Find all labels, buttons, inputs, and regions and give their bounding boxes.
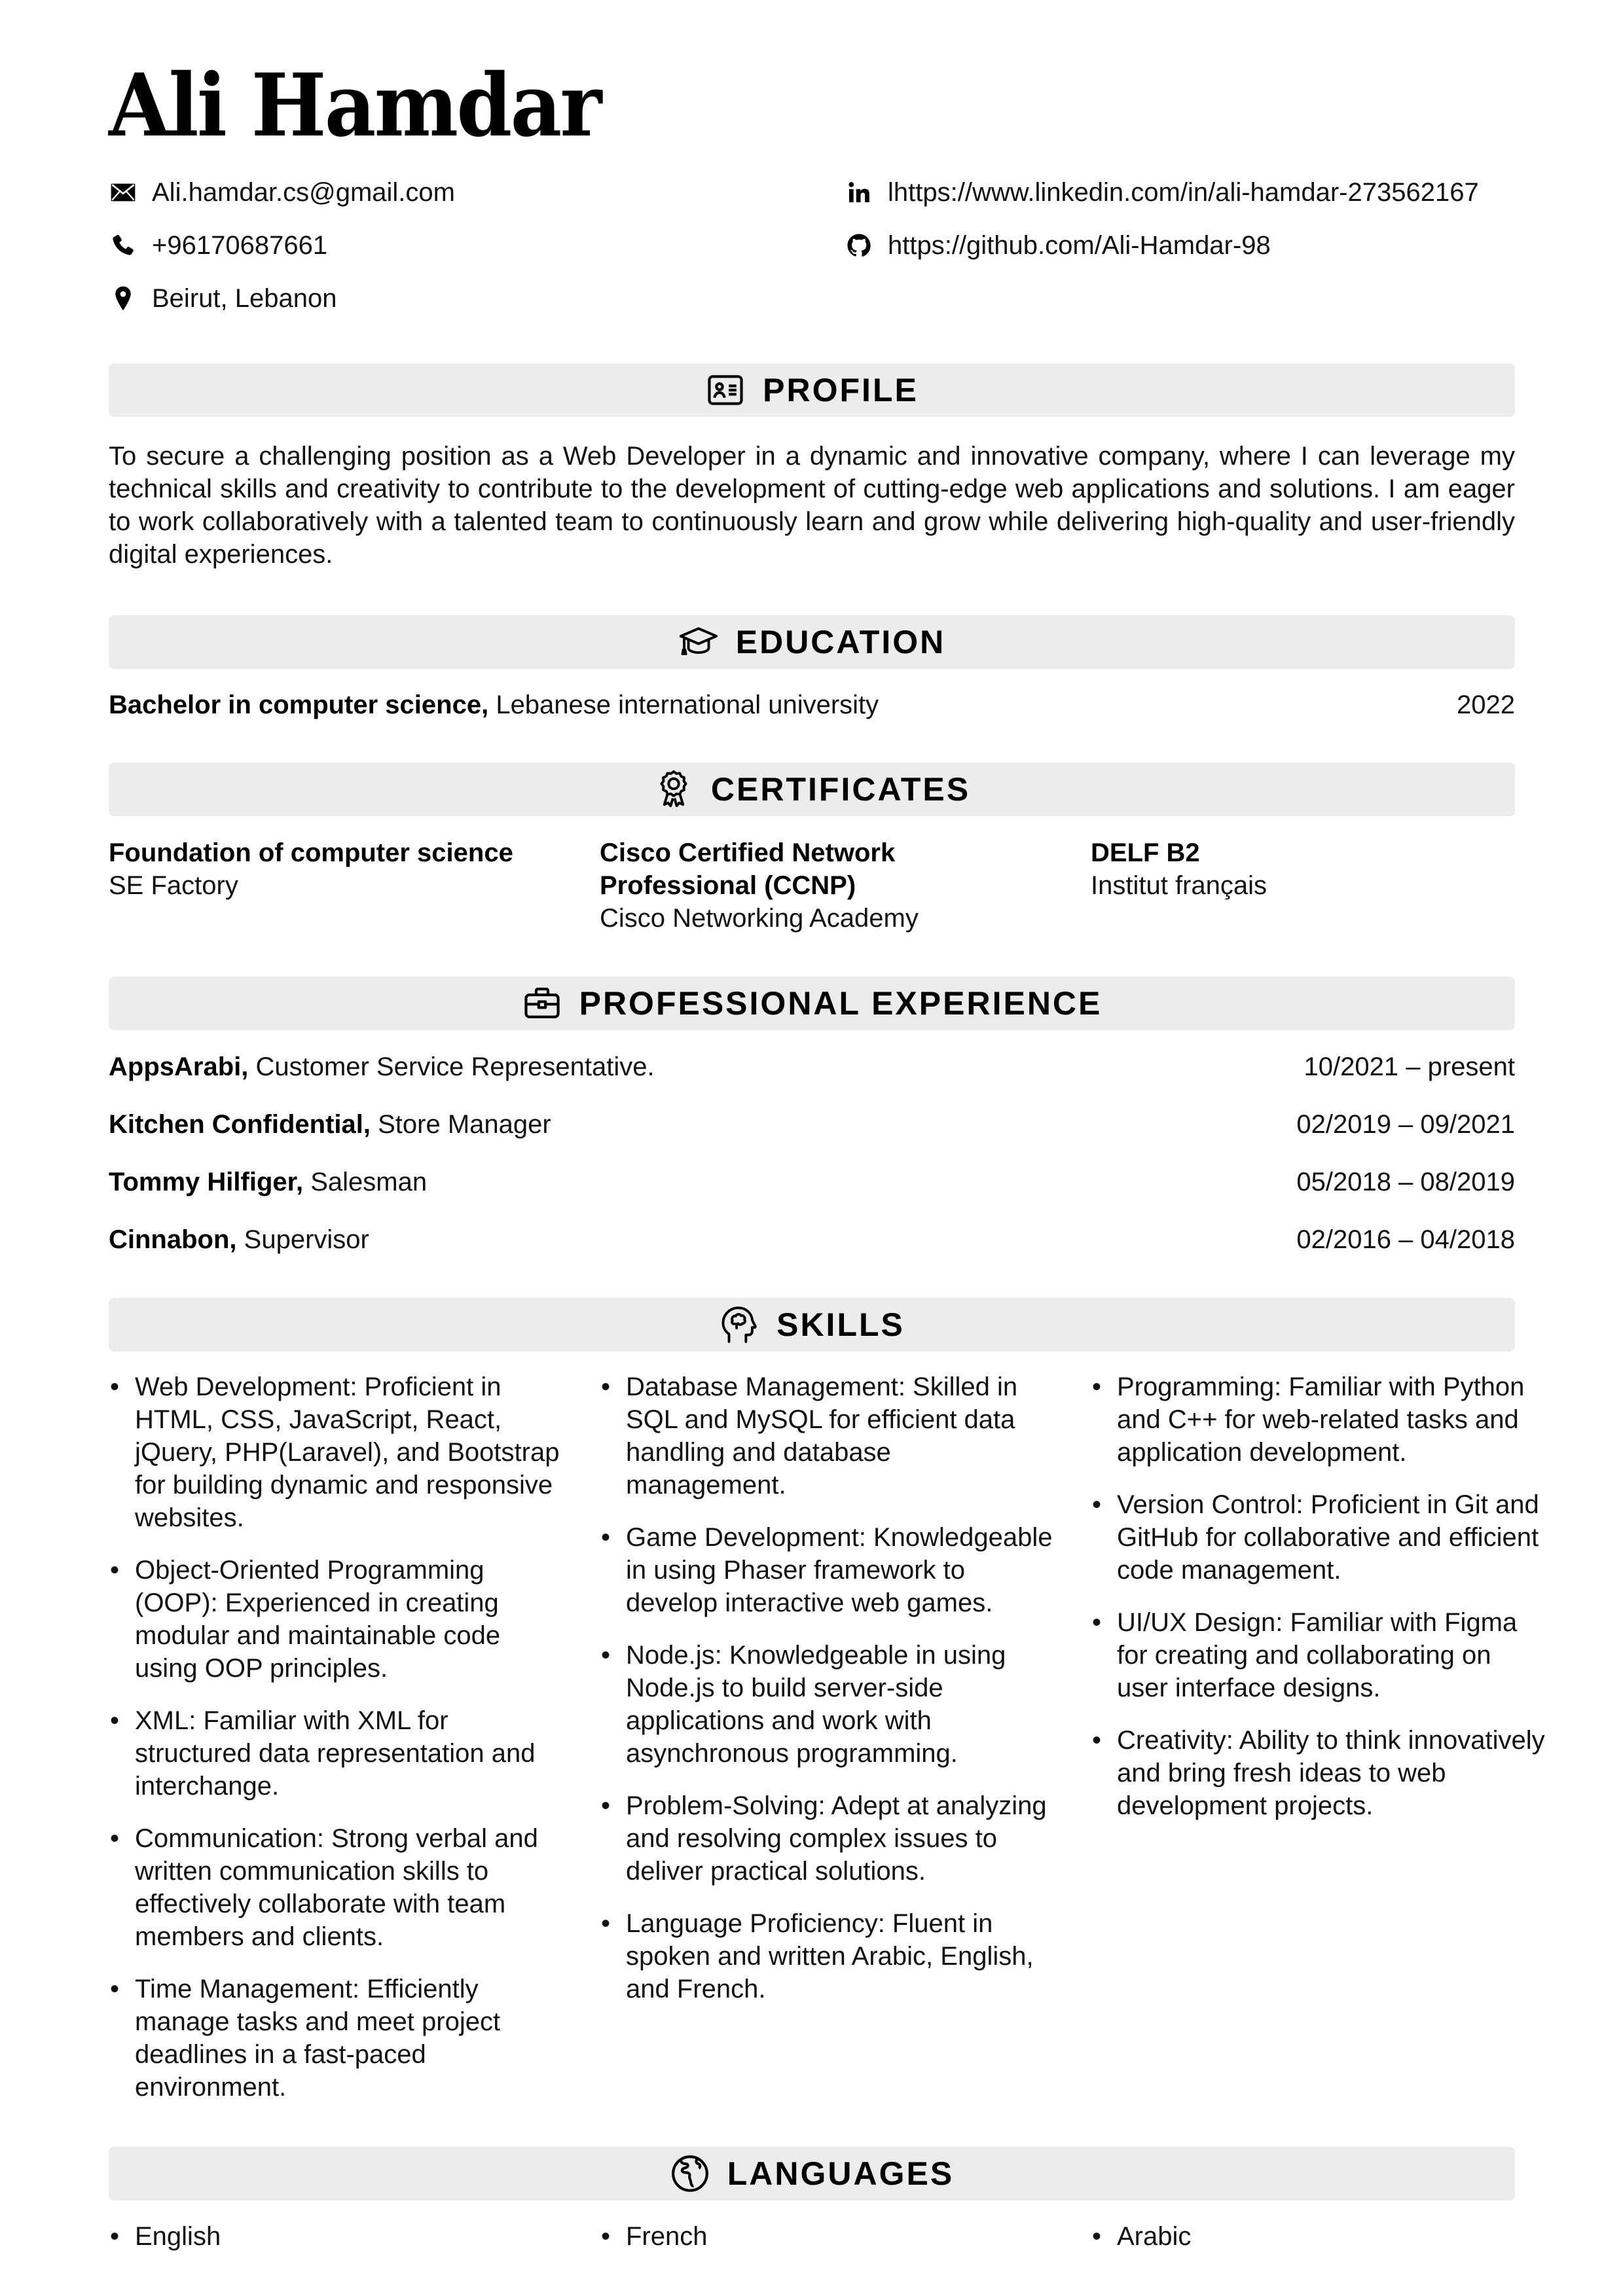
candidate-name: Ali Hamdar (109, 55, 600, 156)
experience-company: Cinnabon, (109, 1225, 237, 1254)
section-title-experience: PROFESSIONAL EXPERIENCE (579, 985, 1103, 1022)
skills-column-2 (600, 1371, 1058, 2025)
section-title-languages: LANGUAGES (727, 2155, 955, 2192)
language-item (600, 2220, 708, 2253)
bullet-icon: • (110, 1372, 120, 1401)
experience-company-role (109, 1050, 655, 1083)
experience-entry (109, 1050, 1515, 1083)
skill-item (600, 1789, 1058, 1888)
skill-item (109, 1704, 567, 1803)
skill-text: UI/UX Design: Familiar with Figma for creating and collaborating on user interface designs. (1117, 1608, 1518, 1702)
skill-item (600, 1521, 1058, 1619)
bullet-icon: • (601, 1641, 611, 1670)
skills-column-1 (109, 1371, 567, 2123)
language-item (1091, 2220, 1191, 2253)
certificate-issuer: Institut français (1091, 871, 1267, 900)
award-ribbon-icon (653, 769, 694, 810)
skill-text: Creativity: Ability to think innovatively and bring fresh ideas to web development projects. (1117, 1726, 1545, 1820)
section-header-profile (109, 363, 1515, 417)
experience-company: Kitchen Confidential, (109, 1110, 371, 1139)
bullet-icon: • (601, 1523, 611, 1552)
skills-column-3 (1091, 1371, 1549, 1842)
contact-phone[interactable] (109, 230, 327, 261)
skill-item (1091, 1724, 1549, 1822)
education-degree-school (109, 689, 879, 721)
section-title-education: EDUCATION (735, 624, 946, 660)
profile-summary: To secure a challenging position as a Web Developer in a dynamic and innovative company, where I can leverage my technical skills and creativity to contribute to the development of cutting-edge web applications and solutions. I am eager to work collaboratively with a talented team to continuously learn and grow while delivering high-quality and user-friendly digital experiences. (109, 442, 1515, 569)
experience-dates: 05/2018 – 08/2019 (1296, 1168, 1515, 1196)
skill-item (109, 1371, 567, 1534)
education-degree: Bachelor in computer science, (109, 691, 489, 719)
id-card-icon (705, 370, 746, 410)
bullet-icon: • (1092, 1490, 1102, 1519)
bullet-icon: • (1092, 1726, 1102, 1755)
email-text[interactable]: Ali.hamdar.cs@gmail.com (152, 178, 455, 207)
language-name: French (626, 2222, 708, 2251)
envelope-icon (109, 178, 137, 207)
certificate-issuer: Cisco Networking Academy (600, 904, 919, 933)
skill-text: Node.js: Knowledgeable in using Node.js to build server-side applications and work with asynchronous programming. (626, 1641, 1006, 1768)
experience-entry (109, 1108, 1515, 1141)
skill-text: Version Control: Proficient in Git and GitHub for collaborative and efficient code management. (1117, 1490, 1539, 1585)
location-text: Beirut, Lebanon (152, 284, 337, 313)
certificate-name: Foundation of computer science (109, 838, 513, 867)
phone-text[interactable]: +96170687661 (152, 231, 328, 260)
section-header-languages (109, 2147, 1515, 2200)
contact-github[interactable] (845, 230, 1271, 261)
experience-role: Customer Service Representative. (248, 1052, 655, 1081)
education-school: Lebanese international university (488, 691, 879, 719)
language-name: English (135, 2222, 221, 2251)
bullet-icon: • (601, 2222, 611, 2251)
skill-item (109, 1973, 567, 2104)
bullet-icon: • (601, 1791, 611, 1820)
experience-company-role (109, 1166, 427, 1198)
skill-item (600, 1639, 1058, 1770)
bullet-icon: • (110, 1824, 120, 1853)
skill-text: Object-Oriented Programming (OOP): Experienced in creating modular and maintainable code using OOP principles. (135, 1556, 501, 1683)
experience-dates: 02/2019 – 09/2021 (1296, 1110, 1515, 1139)
experience-role: Supervisor (236, 1225, 369, 1254)
certificate-item (109, 836, 580, 902)
skill-text: Communication: Strong verbal and written communication skills to effectively collaborate with team members and clients. (135, 1824, 538, 1951)
github-link[interactable]: https://github.com/Ali-Hamdar-98 (888, 231, 1271, 260)
skill-item (1091, 1488, 1549, 1587)
skill-text: Database Management: Skilled in SQL and MySQL for efficient data handling and database management. (626, 1372, 1018, 1499)
experience-company: Tommy Hilfiger, (109, 1168, 304, 1196)
skill-item (109, 1822, 567, 1953)
experience-dates: 10/2021 – present (1304, 1052, 1515, 1081)
skill-text: XML: Familiar with XML for structured data representation and interchange. (135, 1706, 536, 1801)
skill-item (1091, 1371, 1549, 1469)
skill-item (600, 1907, 1058, 2005)
skill-text: Game Development: Knowledgeable in using Phaser framework to develop interactive web games. (626, 1523, 1053, 1617)
bullet-icon: • (110, 1556, 120, 1585)
section-title-skills: SKILLS (776, 1306, 905, 1343)
certificate-issuer: SE Factory (109, 871, 238, 900)
bullet-icon: • (1092, 2222, 1102, 2251)
certificate-name: DELF B2 (1091, 838, 1200, 867)
experience-role: Store Manager (371, 1110, 551, 1139)
graduation-cap-icon (678, 622, 719, 662)
bullet-icon: • (110, 1975, 120, 2003)
skill-text: Programming: Familiar with Python and C++ for web-related tasks and application development. (1117, 1372, 1525, 1467)
bullet-icon: • (1092, 1372, 1102, 1401)
experience-company: AppsArabi, (109, 1052, 249, 1081)
skill-text: Problem-Solving: Adept at analyzing and resolving complex issues to deliver practical solutions. (626, 1791, 1047, 1886)
skill-item (109, 1554, 567, 1685)
skill-text: Time Management: Efficiently manage tasks and meet project deadlines in a fast-paced environment. (135, 1975, 501, 2102)
bullet-icon: • (601, 1909, 611, 1938)
skill-item (600, 1371, 1058, 1501)
github-icon (845, 231, 873, 260)
skill-text: Web Development: Proficient in HTML, CSS, JavaScript, React, jQuery, PHP(Laravel), and Bootstrap for building dynamic and responsive websites. (135, 1372, 560, 1532)
certificate-item (600, 836, 966, 935)
bullet-icon: • (110, 2222, 120, 2251)
experience-dates: 02/2016 – 04/2018 (1296, 1225, 1515, 1254)
phone-icon (109, 231, 137, 260)
linkedin-link[interactable]: lhttps://www.linkedin.com/in/ali-hamdar-273562167 (888, 178, 1479, 207)
certificate-name: Cisco Certified Network Professional (CCNP) (600, 838, 896, 900)
experience-entry (109, 1223, 1515, 1256)
section-title-profile: PROFILE (763, 372, 919, 408)
brain-head-icon (719, 1304, 759, 1345)
contact-linkedin[interactable] (845, 177, 1479, 208)
globe-icon (670, 2153, 710, 2194)
contact-location (109, 283, 337, 314)
skill-text: Language Proficiency: Fluent in spoken and written Arabic, English, and French. (626, 1909, 1034, 2003)
map-pin-icon (109, 284, 137, 313)
contact-email[interactable] (109, 177, 455, 208)
bullet-icon: • (601, 1372, 611, 1401)
bullet-icon: • (110, 1706, 120, 1735)
language-item (109, 2220, 221, 2253)
linkedin-icon (845, 178, 873, 207)
section-header-experience (109, 977, 1515, 1030)
education-year: 2022 (1457, 691, 1515, 719)
experience-company-role (109, 1108, 551, 1141)
section-header-education (109, 615, 1515, 669)
experience-role: Salesman (303, 1168, 428, 1196)
certificate-item (1091, 836, 1562, 902)
section-header-skills (109, 1298, 1515, 1352)
education-entry (109, 689, 1515, 721)
skill-item (1091, 1606, 1549, 1704)
briefcase-icon (522, 983, 562, 1024)
section-header-certificates (109, 762, 1515, 816)
bullet-icon: • (1092, 1608, 1102, 1637)
experience-company-role (109, 1223, 369, 1256)
section-title-certificates: CERTIFICATES (710, 771, 971, 808)
experience-entry (109, 1166, 1515, 1198)
language-name: Arabic (1117, 2222, 1192, 2251)
